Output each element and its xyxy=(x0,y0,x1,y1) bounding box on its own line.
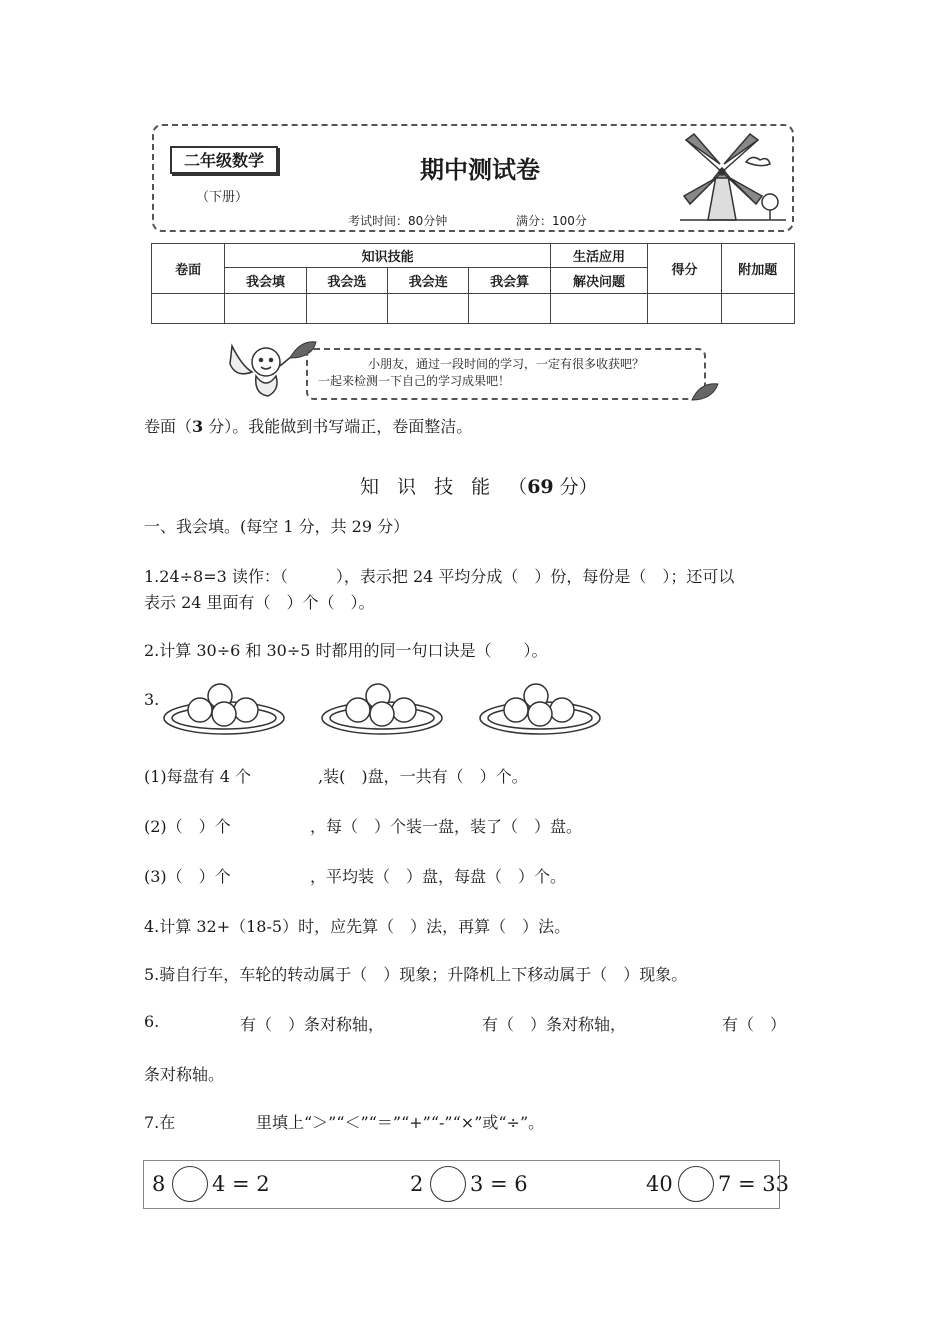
score-table xyxy=(151,243,795,324)
eq2-right: 3 = 6 xyxy=(470,1172,528,1196)
sub-problems: 解决问题 xyxy=(550,268,647,294)
q6-number: 6. xyxy=(144,1012,160,1031)
apple-plates-illustration xyxy=(160,676,610,740)
q5: 5.骑自行车，车轮的转动属于（ ）现象；升降机上下移动属于（ ）现象。 xyxy=(144,965,688,984)
q7-pre: 7.在 xyxy=(144,1113,176,1132)
eq1-left: 8 xyxy=(152,1172,166,1196)
q3-s3a: (3)（ ）个 xyxy=(144,867,231,886)
plate-1 xyxy=(164,684,284,734)
answer-circle-2[interactable] xyxy=(430,1166,466,1202)
q6-a: 有（ ）条对称轴， xyxy=(240,1015,385,1034)
part1-heading: 一、我会填。(每空 1 分，共 29 分） xyxy=(144,517,410,536)
q3-s1b: ,装( )盘，一共有（ ）个。 xyxy=(318,767,528,786)
exam-time: 考试时间：80分钟 xyxy=(348,214,448,228)
q6-b: 有（ ）条对称轴， xyxy=(482,1015,627,1034)
q6-d: 条对称轴。 xyxy=(144,1065,225,1084)
score-cell[interactable] xyxy=(152,294,225,324)
windmill-illustration xyxy=(676,128,790,226)
sub-fill: 我会填 xyxy=(225,268,306,294)
message-bubble xyxy=(306,348,706,400)
q3-s1a: (1)每盘有 4 个 xyxy=(144,767,252,786)
eq3-right: 7 = 33 xyxy=(718,1172,790,1196)
sub-connect: 我会连 xyxy=(388,268,469,294)
bubble-line1: 小朋友，通过一段时间的学习，一定有很多收获吧？ xyxy=(367,357,644,371)
q3-s3b: ，平均装（ ）盘，每盘（ ）个。 xyxy=(310,867,567,886)
score-cell[interactable] xyxy=(306,294,387,324)
sub-calc: 我会算 xyxy=(469,268,550,294)
q2: 2.计算 30÷6 和 30÷5 时都用的同一句口诀是（ ）。 xyxy=(144,641,548,660)
eq3-left: 40 xyxy=(646,1172,673,1196)
volume-label: （下册） xyxy=(196,190,249,205)
page-title: 期中测试卷 xyxy=(420,156,540,184)
eq1-right: 4 = 2 xyxy=(212,1172,270,1196)
full-score: 满分：100分 xyxy=(516,214,587,228)
section-title: 知 识 技 能 （69 分） xyxy=(360,476,598,498)
q7-post: 里填上“＞”“＜”“＝”“+”“-”“×”或“÷”。 xyxy=(256,1113,545,1132)
q4: 4.计算 32+（18-5）时，应先算（ ）法，再算（ ）法。 xyxy=(144,917,571,936)
q6-c: 有（ ） xyxy=(722,1015,787,1034)
plate-2 xyxy=(322,684,442,734)
eq2-left: 2 xyxy=(410,1172,424,1196)
sub-choose: 我会选 xyxy=(306,268,387,294)
neatness-line: 卷面（3 分）。我能做到书写端正，卷面整洁。 xyxy=(144,417,473,436)
q3-s2b: ，每（ ）个装一盘，装了（ ）盘。 xyxy=(310,817,583,836)
score-cell[interactable] xyxy=(225,294,306,324)
score-cell[interactable] xyxy=(721,294,794,324)
q1-line1: 1.24÷8=3 读作：（ ），表示把 24 平均分成（ ）份，每份是（ ）；还可以 xyxy=(144,567,735,586)
knowledge-header: 知识技能 xyxy=(225,244,551,268)
score-cell[interactable] xyxy=(648,294,721,324)
grade-label: 二年级数学 xyxy=(170,146,278,174)
bubble-line2: 一起来检测一下自己的学习成果吧！ xyxy=(318,374,511,388)
answer-circle-3[interactable] xyxy=(678,1166,714,1202)
answer-circle-1[interactable] xyxy=(172,1166,208,1202)
plate-3 xyxy=(480,684,600,734)
bonus-header: 附加题 xyxy=(721,244,794,294)
q3-s2a: (2)（ ）个 xyxy=(144,817,231,836)
life-header: 生活应用 xyxy=(550,244,647,268)
q3-number: 3. xyxy=(144,690,160,709)
score-cell[interactable] xyxy=(388,294,469,324)
paper-header: 卷面 xyxy=(152,244,225,294)
score-cell[interactable] xyxy=(469,294,550,324)
score-header: 得分 xyxy=(648,244,721,294)
score-cell[interactable] xyxy=(550,294,647,324)
q1-line2: 表示 24 里面有（ ）个（ ）。 xyxy=(144,593,375,612)
leaf-icon xyxy=(688,378,722,406)
